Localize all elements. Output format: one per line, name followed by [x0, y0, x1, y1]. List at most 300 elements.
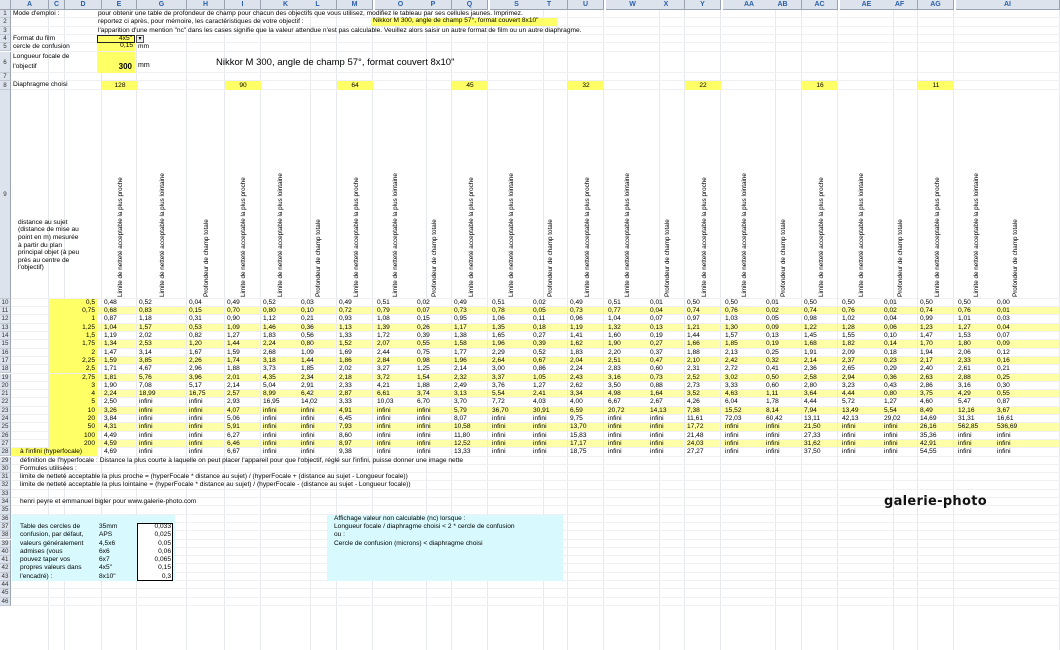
- table-cell[interactable]: 2,14: [454, 365, 467, 373]
- table-cell[interactable]: 2,33: [958, 356, 971, 364]
- row-header[interactable]: 28: [0, 448, 11, 456]
- table-cell[interactable]: 0,67: [533, 356, 546, 364]
- table-cell[interactable]: 1,62: [570, 340, 583, 348]
- column-header[interactable]: C: [49, 0, 65, 10]
- table-cell[interactable]: 2,61: [958, 365, 971, 373]
- table-cell[interactable]: 60,42: [766, 415, 783, 422]
- table-cell[interactable]: infini: [492, 423, 506, 431]
- column-header[interactable]: G: [137, 0, 187, 10]
- table-cell[interactable]: 0,50: [725, 298, 738, 306]
- table-cell[interactable]: infini: [263, 406, 277, 414]
- table-cell[interactable]: 1,90: [104, 381, 117, 389]
- row-header[interactable]: 40: [0, 548, 11, 556]
- table-cell[interactable]: 13,33: [454, 448, 471, 456]
- row-header[interactable]: 19: [0, 374, 11, 382]
- column-header[interactable]: P: [415, 0, 452, 10]
- table-cell[interactable]: infini: [417, 431, 431, 439]
- table-cell[interactable]: 15,83: [570, 431, 587, 439]
- table-cell[interactable]: 1,27: [533, 381, 546, 389]
- table-cell[interactable]: 0,09: [997, 340, 1010, 348]
- table-cell[interactable]: 4,21: [377, 381, 390, 389]
- table-cell[interactable]: 9,38: [339, 448, 352, 456]
- table-cell[interactable]: infini: [884, 439, 898, 447]
- column-header[interactable]: Q: [452, 0, 488, 10]
- table-cell[interactable]: 0,76: [958, 307, 971, 315]
- table-cell[interactable]: 42,91: [920, 439, 937, 447]
- table-cell[interactable]: 42,13: [842, 415, 859, 422]
- table-cell[interactable]: 0,04: [997, 323, 1010, 331]
- mode-instruction-2[interactable]: reportez ci après, pour mémoire, les caractéristiques de votre objectif :: [98, 18, 304, 26]
- table-cell[interactable]: 0,01: [997, 307, 1010, 315]
- table-cell[interactable]: 0,15: [417, 315, 430, 323]
- table-cell[interactable]: 0,74: [687, 307, 700, 315]
- table-cell[interactable]: infini: [725, 423, 739, 431]
- row-header[interactable]: 35: [0, 506, 11, 514]
- column-header[interactable]: M: [337, 0, 373, 10]
- table-cell[interactable]: 0,88: [650, 381, 663, 389]
- table-cell[interactable]: infini: [189, 448, 203, 456]
- table-cell[interactable]: 17,72: [687, 423, 704, 431]
- table-cell[interactable]: 3,50: [608, 381, 621, 389]
- table-cell[interactable]: 2,02: [139, 332, 152, 339]
- table-cell[interactable]: 37,50: [804, 448, 821, 456]
- table-cell[interactable]: 2,80: [804, 381, 817, 389]
- aperture-field[interactable]: 22: [685, 81, 721, 90]
- distance-value-cell[interactable]: 1: [49, 315, 97, 323]
- row-header[interactable]: 26: [0, 432, 11, 440]
- table-cell[interactable]: infini: [189, 415, 203, 422]
- table-cell[interactable]: 0,55: [417, 340, 430, 348]
- row-header[interactable]: 39: [0, 540, 11, 548]
- table-cell[interactable]: 1,69: [339, 348, 352, 356]
- coc-value-cell[interactable]: 0,065: [154, 556, 171, 564]
- table-cell[interactable]: 1,22: [804, 323, 817, 331]
- row-header[interactable]: 33: [0, 490, 11, 498]
- table-cell[interactable]: 0,50: [958, 298, 971, 306]
- table-cell[interactable]: infini: [766, 431, 780, 439]
- column-header[interactable]: U: [568, 0, 604, 10]
- table-cell[interactable]: 0,50: [842, 298, 855, 306]
- table-cell[interactable]: 24,03: [687, 439, 704, 447]
- table-cell[interactable]: 0,80: [301, 340, 314, 348]
- table-cell[interactable]: infini: [608, 415, 622, 422]
- aperture-field[interactable]: 64: [337, 81, 373, 90]
- table-cell[interactable]: infini: [492, 439, 506, 447]
- table-cell[interactable]: 3,37: [492, 373, 505, 381]
- table-cell[interactable]: 0,19: [766, 340, 779, 348]
- table-cell[interactable]: 16,61: [997, 415, 1014, 422]
- table-cell[interactable]: 2,67: [650, 398, 663, 406]
- galerie-photo-logo[interactable]: galerie-photo: [884, 494, 987, 509]
- table-cell[interactable]: 0,49: [339, 298, 352, 306]
- table-cell[interactable]: infini: [301, 439, 315, 447]
- table-cell[interactable]: 31,62: [804, 439, 821, 447]
- table-cell[interactable]: 2,06: [958, 348, 971, 356]
- table-cell[interactable]: 2,96: [189, 365, 202, 373]
- row-header[interactable]: 30: [0, 465, 11, 473]
- table-cell[interactable]: 2,24: [263, 340, 276, 348]
- table-cell[interactable]: 0,07: [997, 332, 1010, 339]
- table-cell[interactable]: 1,04: [608, 315, 621, 323]
- table-cell[interactable]: 4,49: [104, 431, 117, 439]
- table-cell[interactable]: infini: [958, 439, 972, 447]
- table-cell[interactable]: 18,75: [570, 448, 587, 456]
- table-cell[interactable]: 0,51: [492, 298, 505, 306]
- table-cell[interactable]: 1,30: [725, 323, 738, 331]
- table-cell[interactable]: 0,27: [533, 332, 546, 339]
- table-cell[interactable]: 8,99: [263, 390, 276, 398]
- table-cell[interactable]: 7,72: [492, 398, 505, 406]
- table-cell[interactable]: 0,55: [997, 390, 1010, 398]
- distance-value-cell[interactable]: 0,75: [49, 307, 97, 315]
- table-cell[interactable]: 1,09: [227, 323, 240, 331]
- table-cell[interactable]: 0,70: [227, 307, 240, 315]
- coc-value-cell[interactable]: 0,033: [154, 522, 171, 530]
- table-cell[interactable]: 0,51: [608, 298, 621, 306]
- focal-field[interactable]: 300: [97, 52, 135, 73]
- row-header[interactable]: 21: [0, 390, 11, 398]
- table-cell[interactable]: 0,49: [454, 298, 467, 306]
- mode-instruction-1[interactable]: pour obtenir une table de profondeur de champ pour chacun des objectifs que vous utilisez, modifiez le tableau par ses cellules jaunes. Imprimez.: [98, 10, 523, 17]
- table-cell[interactable]: 0,21: [997, 365, 1010, 373]
- row-header[interactable]: 11: [0, 307, 11, 315]
- table-cell[interactable]: infini: [842, 423, 856, 431]
- table-cell[interactable]: 0,68: [104, 307, 117, 315]
- table-cell[interactable]: 1,04: [104, 323, 117, 331]
- table-cell[interactable]: infini: [884, 423, 898, 431]
- table-cell[interactable]: 0,09: [766, 323, 779, 331]
- table-cell[interactable]: 2,29: [492, 348, 505, 356]
- table-cell[interactable]: 1,27: [227, 332, 240, 339]
- table-cell[interactable]: infini: [377, 423, 391, 431]
- table-cell[interactable]: 0,95: [454, 315, 467, 323]
- table-cell[interactable]: 2,32: [454, 373, 467, 381]
- table-cell[interactable]: 11,61: [687, 415, 704, 422]
- table-cell[interactable]: 12,16: [958, 406, 975, 414]
- distance-value-cell[interactable]: 1,5: [49, 332, 97, 340]
- table-cell[interactable]: 2,65: [842, 365, 855, 373]
- table-cell[interactable]: 1,11: [766, 390, 779, 398]
- table-cell[interactable]: 1,05: [533, 373, 546, 381]
- corner-cell[interactable]: [0, 0, 11, 10]
- table-cell[interactable]: 6,46: [227, 439, 240, 447]
- row-header[interactable]: 32: [0, 481, 11, 489]
- table-cell[interactable]: 8,07: [454, 415, 467, 422]
- table-cell[interactable]: 2,34: [301, 373, 314, 381]
- table-cell[interactable]: 1,25: [417, 365, 430, 373]
- table-cell[interactable]: 3,14: [139, 348, 152, 356]
- table-cell[interactable]: 1,85: [725, 340, 738, 348]
- table-cell[interactable]: 54,55: [920, 448, 937, 456]
- table-cell[interactable]: 3,02: [725, 373, 738, 381]
- table-cell[interactable]: 1,12: [263, 315, 276, 323]
- table-cell[interactable]: 5,76: [139, 373, 152, 381]
- table-cell[interactable]: 0,02: [417, 298, 430, 306]
- table-cell[interactable]: infini: [263, 415, 277, 422]
- table-cell[interactable]: 1,88: [417, 381, 430, 389]
- table-cell[interactable]: 0,04: [884, 315, 897, 323]
- column-header[interactable]: I: [225, 0, 261, 10]
- table-cell[interactable]: 2,52: [687, 373, 700, 381]
- row-header[interactable]: 24: [0, 415, 11, 423]
- table-cell[interactable]: 2,94: [842, 373, 855, 381]
- row-header[interactable]: 22: [0, 398, 11, 406]
- row-header[interactable]: 25: [0, 423, 11, 431]
- table-cell[interactable]: infini: [533, 439, 547, 447]
- table-cell[interactable]: 0,13: [766, 332, 779, 339]
- column-header[interactable]: AI: [956, 0, 1060, 10]
- table-cell[interactable]: 16,75: [189, 390, 206, 398]
- table-cell[interactable]: 5,79: [454, 406, 467, 414]
- table-cell[interactable]: 0,07: [650, 315, 663, 323]
- table-cell[interactable]: 3,73: [263, 365, 276, 373]
- table-cell[interactable]: 7,94: [804, 406, 817, 414]
- table-cell[interactable]: 0,02: [766, 307, 779, 315]
- table-cell[interactable]: 3,85: [139, 356, 152, 364]
- table-cell[interactable]: 2,31: [687, 365, 700, 373]
- table-cell[interactable]: 0,14: [884, 340, 897, 348]
- table-cell[interactable]: infini: [139, 415, 153, 422]
- column-header[interactable]: AB: [764, 0, 802, 10]
- table-cell[interactable]: 4,07: [227, 406, 240, 414]
- coc-field[interactable]: 0,15: [97, 43, 135, 51]
- table-cell[interactable]: 0,80: [884, 390, 897, 398]
- table-cell[interactable]: 0,27: [650, 340, 663, 348]
- table-cell[interactable]: 0,60: [650, 365, 663, 373]
- table-cell[interactable]: 0,96: [570, 315, 583, 323]
- table-cell[interactable]: 0,23: [884, 356, 897, 364]
- table-cell[interactable]: 0,30: [997, 381, 1010, 389]
- coc-value-cell[interactable]: 0,3: [161, 572, 171, 580]
- table-cell[interactable]: infini: [842, 448, 856, 456]
- table-cell[interactable]: 0,86: [533, 365, 546, 373]
- table-cell[interactable]: infini: [417, 448, 431, 456]
- table-cell[interactable]: 6,42: [301, 390, 314, 398]
- table-cell[interactable]: infini: [608, 431, 622, 439]
- table-cell[interactable]: 8,60: [339, 431, 352, 439]
- table-cell[interactable]: 2,43: [570, 373, 583, 381]
- table-cell[interactable]: infini: [417, 406, 431, 414]
- film-format-field[interactable]: 4x5": [97, 35, 135, 43]
- table-cell[interactable]: 1,74: [227, 356, 240, 364]
- table-cell[interactable]: 1,78: [766, 398, 779, 406]
- table-cell[interactable]: 1,01: [958, 315, 971, 323]
- table-cell[interactable]: 4,63: [725, 390, 738, 398]
- table-cell[interactable]: 29,02: [884, 415, 901, 422]
- table-cell[interactable]: infini: [263, 423, 277, 431]
- table-cell[interactable]: infini: [263, 448, 277, 456]
- table-cell[interactable]: 1,60: [608, 332, 621, 339]
- table-cell[interactable]: 0,76: [725, 307, 738, 315]
- table-cell[interactable]: 13,11: [804, 415, 821, 422]
- table-cell[interactable]: 4,60: [920, 398, 933, 406]
- table-cell[interactable]: 0,72: [339, 307, 352, 315]
- table-cell[interactable]: 0,02: [533, 298, 546, 306]
- table-cell[interactable]: infini: [650, 423, 664, 431]
- table-cell[interactable]: 1,82: [842, 340, 855, 348]
- table-cell[interactable]: infini: [608, 439, 622, 447]
- row-header[interactable]: 14: [0, 332, 11, 340]
- row-header[interactable]: 44: [0, 581, 11, 589]
- table-cell[interactable]: infini: [377, 439, 391, 447]
- table-cell[interactable]: 0,52: [533, 348, 546, 356]
- table-cell[interactable]: 2,50: [104, 398, 117, 406]
- table-cell[interactable]: 2,42: [725, 356, 738, 364]
- table-cell[interactable]: 5,72: [842, 398, 855, 406]
- table-cell[interactable]: 0,79: [377, 307, 390, 315]
- column-header[interactable]: L: [299, 0, 337, 10]
- table-cell[interactable]: infini: [139, 431, 153, 439]
- table-cell[interactable]: 4,67: [139, 365, 152, 373]
- table-cell[interactable]: 2,62: [570, 381, 583, 389]
- table-cell[interactable]: 2,41: [533, 390, 546, 398]
- table-cell[interactable]: 1,32: [608, 323, 621, 331]
- table-cell[interactable]: 0,26: [417, 323, 430, 331]
- table-cell[interactable]: 2,04: [570, 356, 583, 364]
- row-header[interactable]: 16: [0, 349, 11, 357]
- table-cell[interactable]: 3,67: [997, 406, 1010, 414]
- table-cell[interactable]: infini: [608, 423, 622, 431]
- table-cell[interactable]: 0,31: [189, 315, 202, 323]
- table-cell[interactable]: infini: [377, 415, 391, 422]
- table-cell[interactable]: 1,06: [492, 315, 505, 323]
- table-cell[interactable]: 16,95: [263, 398, 280, 406]
- coc-value-cell[interactable]: 0,15: [158, 564, 171, 572]
- row-header[interactable]: 17: [0, 357, 11, 365]
- table-cell[interactable]: 0,77: [608, 307, 621, 315]
- distance-value-cell[interactable]: 20: [49, 415, 97, 423]
- table-cell[interactable]: infini: [263, 431, 277, 439]
- table-cell[interactable]: 0,11: [533, 315, 546, 323]
- table-cell[interactable]: 7,38: [687, 406, 700, 414]
- table-cell[interactable]: 2,57: [227, 390, 240, 398]
- table-cell[interactable]: 2,84: [377, 356, 390, 364]
- table-cell[interactable]: 0,50: [687, 298, 700, 306]
- table-cell[interactable]: 1,13: [339, 323, 352, 331]
- distance-value-cell[interactable]: 1,25: [49, 324, 97, 332]
- row-header[interactable]: 12: [0, 315, 11, 323]
- table-cell[interactable]: 0,43: [884, 381, 897, 389]
- table-cell[interactable]: 6,59: [570, 406, 583, 414]
- table-cell[interactable]: 2,24: [570, 365, 583, 373]
- table-cell[interactable]: 2,49: [454, 381, 467, 389]
- table-cell[interactable]: infini: [533, 423, 547, 431]
- table-cell[interactable]: 0,76: [842, 307, 855, 315]
- coc-value-cell[interactable]: 0,05: [158, 539, 171, 547]
- table-cell[interactable]: 0,18: [884, 348, 897, 356]
- table-cell[interactable]: 1,19: [570, 323, 583, 331]
- table-cell[interactable]: infini: [997, 431, 1011, 439]
- table-cell[interactable]: 562,85: [958, 423, 979, 431]
- table-cell[interactable]: 1,59: [227, 348, 240, 356]
- table-cell[interactable]: 1,28: [842, 323, 855, 331]
- table-cell[interactable]: 35,36: [920, 431, 937, 439]
- table-cell[interactable]: 0,01: [766, 298, 779, 306]
- table-cell[interactable]: 0,03: [301, 298, 314, 306]
- table-cell[interactable]: 3,16: [958, 381, 971, 389]
- row-header[interactable]: 15: [0, 340, 11, 348]
- row-header[interactable]: 37: [0, 523, 11, 531]
- table-cell[interactable]: 1,83: [263, 332, 276, 339]
- row-header[interactable]: 41: [0, 556, 11, 564]
- aperture-field[interactable]: 32: [568, 81, 604, 90]
- table-cell[interactable]: 2,68: [263, 348, 276, 356]
- table-cell[interactable]: 1,23: [920, 323, 933, 331]
- row-header[interactable]: 38: [0, 531, 11, 539]
- column-header[interactable]: S: [490, 0, 544, 10]
- table-cell[interactable]: 0,87: [997, 398, 1010, 406]
- table-cell[interactable]: 72,03: [725, 415, 742, 422]
- table-cell[interactable]: 4,26: [687, 398, 700, 406]
- table-cell[interactable]: 3,00: [492, 365, 505, 373]
- table-cell[interactable]: infini: [377, 431, 391, 439]
- table-cell[interactable]: infini: [492, 415, 506, 422]
- table-cell[interactable]: 0,99: [920, 315, 933, 323]
- table-cell[interactable]: 6,70: [417, 398, 430, 406]
- table-cell[interactable]: 30,91: [533, 406, 550, 414]
- table-cell[interactable]: 12,52: [454, 439, 471, 447]
- table-cell[interactable]: 4,44: [804, 398, 817, 406]
- row-header[interactable]: 18: [0, 365, 11, 373]
- table-cell[interactable]: 3,18: [263, 356, 276, 364]
- table-cell[interactable]: infini: [139, 448, 153, 456]
- table-cell[interactable]: 2,18: [339, 373, 352, 381]
- distance-value-cell[interactable]: 2,25: [49, 357, 97, 365]
- table-cell[interactable]: 0,83: [139, 307, 152, 315]
- table-cell[interactable]: 10,58: [454, 423, 471, 431]
- column-header[interactable]: E: [102, 0, 137, 10]
- table-cell[interactable]: 0,39: [417, 332, 430, 339]
- table-cell[interactable]: infini: [650, 439, 664, 447]
- coc-label[interactable]: cercle de confusion: [13, 43, 70, 51]
- column-header[interactable]: X: [648, 0, 685, 10]
- table-cell[interactable]: 2,64: [492, 356, 505, 364]
- table-cell[interactable]: infini: [189, 406, 203, 414]
- table-cell[interactable]: 1,19: [104, 332, 117, 339]
- row-header[interactable]: 2: [0, 18, 11, 26]
- table-cell[interactable]: 13,70: [570, 423, 587, 431]
- coc-unit[interactable]: mm: [138, 43, 149, 51]
- table-cell[interactable]: 0,07: [417, 307, 430, 315]
- table-cell[interactable]: 0,01: [650, 298, 663, 306]
- table-cell[interactable]: 0,19: [650, 332, 663, 339]
- table-cell[interactable]: 8,14: [766, 406, 779, 414]
- table-cell[interactable]: 3,76: [492, 381, 505, 389]
- table-cell[interactable]: 1,33: [339, 332, 352, 339]
- table-cell[interactable]: 0,97: [687, 315, 700, 323]
- table-cell[interactable]: 2,73: [687, 381, 700, 389]
- table-cell[interactable]: 2,44: [377, 348, 390, 356]
- distance-value-cell[interactable]: 200: [49, 440, 97, 448]
- table-cell[interactable]: 7,08: [139, 381, 152, 389]
- table-cell[interactable]: 6,04: [725, 398, 738, 406]
- table-cell[interactable]: 4,29: [958, 390, 971, 398]
- table-cell[interactable]: infini: [997, 439, 1011, 447]
- table-cell[interactable]: 2,10: [687, 356, 700, 364]
- table-cell[interactable]: infini: [842, 439, 856, 447]
- table-cell[interactable]: 1,66: [687, 340, 700, 348]
- table-cell[interactable]: 6,27: [227, 431, 240, 439]
- table-cell[interactable]: 14,69: [920, 415, 937, 422]
- table-cell[interactable]: 0,50: [920, 298, 933, 306]
- table-cell[interactable]: infini: [766, 439, 780, 447]
- table-cell[interactable]: 5,54: [884, 406, 897, 414]
- table-cell[interactable]: 0,50: [804, 298, 817, 306]
- table-cell[interactable]: infini: [189, 439, 203, 447]
- table-cell[interactable]: 1,20: [189, 340, 202, 348]
- table-cell[interactable]: 1,57: [139, 323, 152, 331]
- table-cell[interactable]: 1,88: [687, 348, 700, 356]
